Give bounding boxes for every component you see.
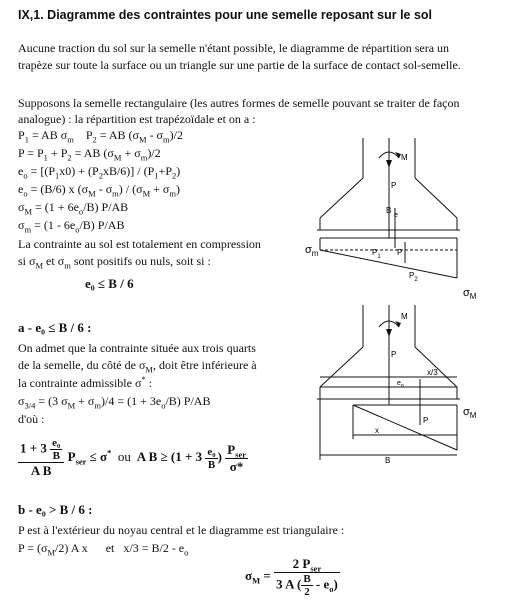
case-a-line-1: On admet que la contrainte située aux trois quarts <box>18 341 256 355</box>
para2-line-2: analogue) : la répartition est trapézoïdale et on a : <box>18 112 256 126</box>
label-M: M <box>401 312 408 321</box>
footing-right-slope <box>415 178 457 218</box>
label-P-mid: P <box>397 248 403 257</box>
case-a-line-5: d'où : <box>18 412 45 426</box>
case-b-line-2: $P = (\sigma_M/2)$ A x et $x/3 = B/2 - e_o$ <box>18 541 189 558</box>
eq-p-sum: $P = P_1 + P_2$ = AB $(\sigma_M + \sigma_m)/2$ <box>18 146 161 163</box>
compression-line-2: si $\sigma_M$ et $\sigma_m$ sont positifs ou nuls, soit si : <box>18 254 211 271</box>
triangle-slope <box>353 405 457 450</box>
case-a-line-3: la contrainte admissible σ* : <box>18 374 153 390</box>
label-M: M <box>401 153 408 162</box>
figure-triangle-diagram <box>305 305 520 475</box>
footing-right-slope <box>415 347 457 387</box>
label-B: B <box>386 206 392 215</box>
label-P-top: P <box>391 181 397 190</box>
eq-e0-1: $e_o = [(P_1x0) + (P_2xB/6)] / (P_1+P_2)$ <box>18 164 181 181</box>
para2-line-1: Supposons la semelle rectangulaire (les autres formes de semelle pouvant se traiter de façon <box>18 96 460 110</box>
figure-trapezoid-diagram <box>305 138 520 306</box>
condition-e0: e₀ ≤ B / 6 <box>85 276 134 291</box>
eq-p1-p2: $P_1$ = AB $\sigma_m$ $P_2$ = AB $(\sigma_M - \sigma_m)/2$ <box>18 128 183 145</box>
case-b-title: b - e₀ > B / 6 : <box>18 502 93 517</box>
load-arrow-head <box>386 160 392 168</box>
intro-line-2: trapèze sur toute la surface ou un triangle sur une partie de la surface de contact sol-semelle. <box>18 58 461 72</box>
case-a-line-4: $\sigma_{3/4} = (3$ $\sigma_M + \sigma_m)/4 = (1 + 3e_o/B)$ P/AB <box>18 394 211 411</box>
compression-line-1: La contrainte au sol est totalement en compression <box>18 237 261 251</box>
label-P-top: P <box>391 350 397 359</box>
eq-e0-2: $e_o = (B/6)$ x $(\sigma_M - \sigma_m) / (\sigma_M + \sigma_m)$ <box>18 182 181 199</box>
label-P2: $P_2$ <box>409 271 418 283</box>
label-eo: $e_o$ <box>397 380 404 389</box>
stress-slope <box>320 250 457 278</box>
intro-line-1: Aucune traction du sol sur la semelle n'étant possible, le diagramme de répartition sera un <box>18 41 450 55</box>
fraction-left: 1 + 3 $\frac{\text{e₀}}{B}$ A B <box>18 437 64 479</box>
label-sigma-m: $\sigma_m$ <box>305 244 319 258</box>
label-B: B <box>385 456 391 465</box>
label-P: P <box>423 416 429 425</box>
eq-sigma-m: $\sigma_m = (1 - 6e_o/B)$ P/AB <box>18 218 125 235</box>
section-title: IX,1. Diagramme des contraintes pour une semelle reposant sur le sol <box>18 8 433 22</box>
label-x: x <box>375 426 379 435</box>
label-P1: $P_1$ <box>372 248 381 260</box>
inequality-criterion: 1 + 3 $\frac{\text{e₀}}{B}$ A B $P_{ser} \le \sigma^*$ ou A B ≥ (1 + 3 $\frac{\text{e₀}}{B}$ ) $\frac{P_{ser}}{\sigma*}$ <box>20 437 246 478</box>
case-a-title: a - e₀ ≤ B / 6 : <box>18 320 92 335</box>
label-x3: x/3 <box>427 368 438 377</box>
final-formula: $\sigma_M$ = 2 $P_{ser}$ 3 A ( $\frac{B}{2}$ - $e_o$) <box>245 556 338 598</box>
load-arrow-head <box>386 329 392 337</box>
footing-left-slope <box>320 178 363 218</box>
footing-left-slope <box>320 347 363 387</box>
eq-sigma-M: $\sigma_M = (1 + 6e_o/B)$ P/AB <box>18 200 129 217</box>
label-sigma-M: $\sigma_M$ <box>463 406 477 420</box>
case-b-line-1: P est à l'extérieur du noyau central et le diagramme est triangulaire : <box>18 523 345 537</box>
case-a-line-2: de la semelle, du côté de $\sigma_M$, doit être inférieure à <box>18 358 257 375</box>
label-eo: e <box>394 212 398 219</box>
label-sigma-M: $\sigma_M$ <box>463 287 477 301</box>
